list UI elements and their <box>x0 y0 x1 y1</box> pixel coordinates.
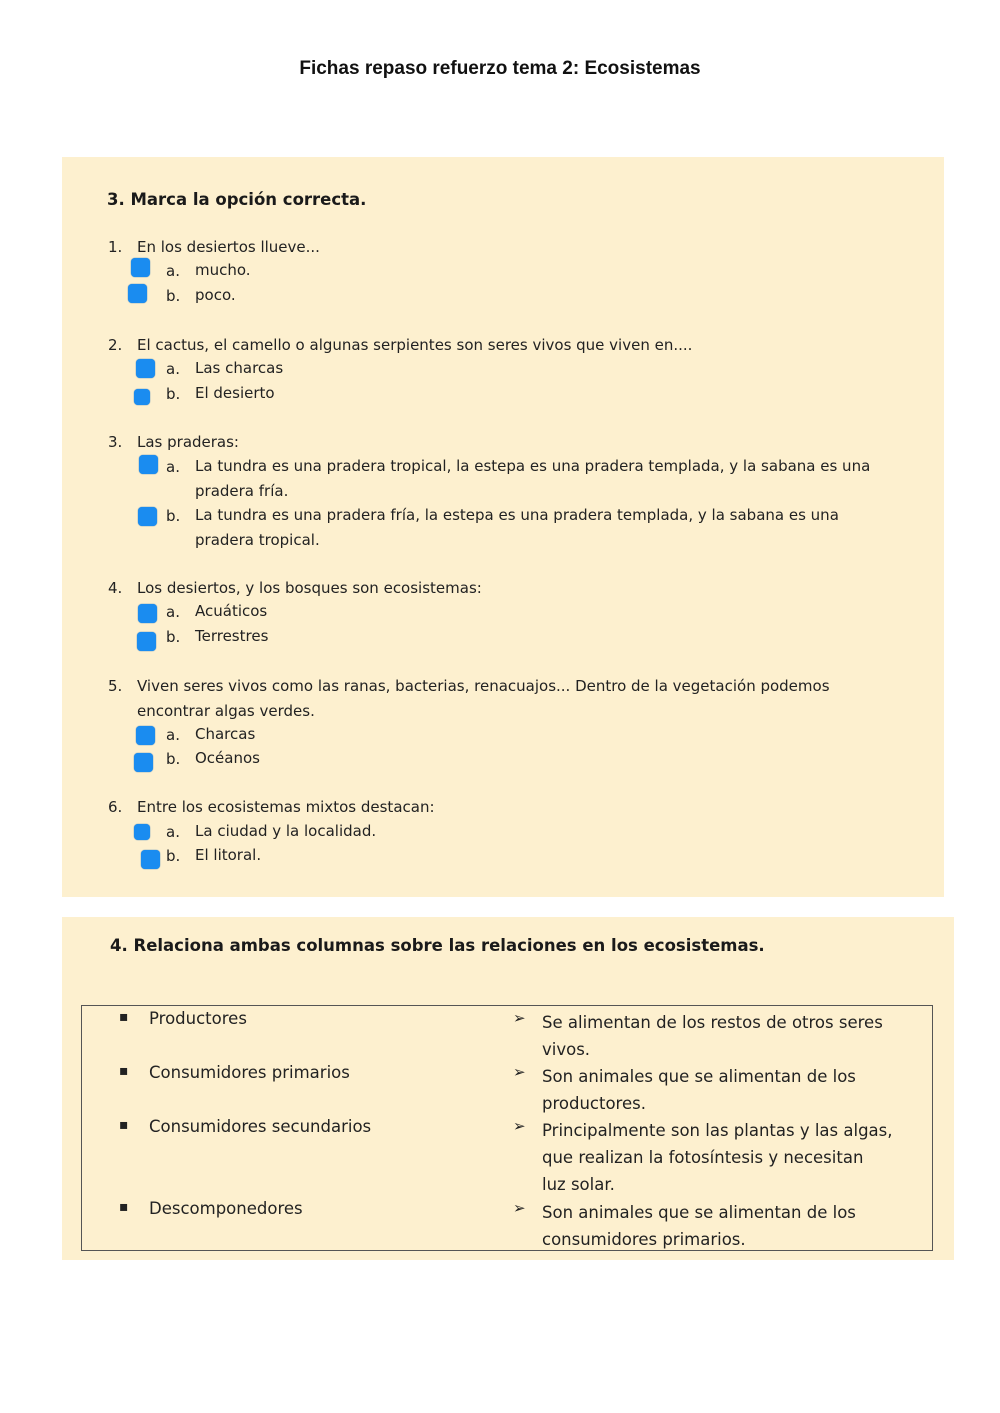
checkbox-q4-b[interactable] <box>137 632 156 651</box>
option-text: Charcas <box>195 725 256 743</box>
question-number: 6. <box>108 798 123 816</box>
option-letter: b. <box>166 847 181 865</box>
option-text: mucho. <box>195 261 251 279</box>
term: Productores <box>149 1009 247 1028</box>
page-title: Fichas repaso refuerzo tema 2: Ecosistemas <box>299 58 701 79</box>
option-letter: b. <box>166 385 181 403</box>
option-text-line2: pradera fría. <box>195 482 289 500</box>
checkbox-q3-b[interactable] <box>138 507 157 526</box>
definition-line: que realizan la fotosíntesis y necesitan <box>542 1148 864 1167</box>
definition <box>542 1117 927 1198</box>
checkbox-q5-b[interactable] <box>134 753 153 772</box>
checkbox-q2-a[interactable] <box>136 359 155 378</box>
question-text-line2: encontrar algas verdes. <box>137 702 315 720</box>
definition <box>542 1063 927 1117</box>
section4-heading: 4. Relaciona ambas columnas sobre las relaciones en los ecosistemas. <box>110 936 765 955</box>
arrow-icon: ➢ <box>513 1117 526 1135</box>
definition-line: luz solar. <box>542 1175 615 1194</box>
checkbox-q2-b[interactable] <box>134 389 150 405</box>
option-letter: a. <box>166 360 180 378</box>
question-number: 3. <box>108 433 123 451</box>
question-text: El cactus, el camello o algunas serpientes son seres vivos que viven en.... <box>137 336 693 354</box>
checkbox-q1-a[interactable] <box>131 258 150 277</box>
option-text-line1: La tundra es una pradera tropical, la estepa es una pradera templada, y la sabana es una <box>195 457 871 475</box>
option-letter: a. <box>166 603 180 621</box>
definition <box>542 1009 927 1063</box>
matching-table <box>81 1005 933 1251</box>
checkbox-q3-a[interactable] <box>139 455 158 474</box>
section3-heading: 3. Marca la opción correcta. <box>107 190 367 209</box>
bullet-icon: ▪ <box>119 1063 129 1079</box>
question-text: Los desiertos, y los bosques son ecosistemas: <box>137 579 482 597</box>
term: Descomponedores <box>149 1199 303 1218</box>
definition <box>542 1199 927 1253</box>
checkbox-q5-a[interactable] <box>136 726 155 745</box>
bullet-icon: ▪ <box>119 1117 129 1133</box>
bullet-icon: ▪ <box>119 1009 129 1025</box>
option-text: El litoral. <box>195 846 262 864</box>
term: Consumidores primarios <box>149 1063 350 1082</box>
question-number: 5. <box>108 677 123 695</box>
option-text-line2: pradera tropical. <box>195 531 320 549</box>
checkbox-q1-b[interactable] <box>128 284 147 303</box>
option-text: Océanos <box>195 749 260 767</box>
option-text: El desierto <box>195 384 275 402</box>
option-text: Las charcas <box>195 359 284 377</box>
definition-line: Principalmente son las plantas y las algas, <box>542 1121 893 1140</box>
definition-line: vivos. <box>542 1040 591 1059</box>
bullet-icon: ▪ <box>119 1199 129 1215</box>
arrow-icon: ➢ <box>513 1009 526 1027</box>
checkbox-q4-a[interactable] <box>138 604 157 623</box>
definition-line: productores. <box>542 1094 646 1113</box>
checkbox-q6-a[interactable] <box>134 824 150 840</box>
question-number: 2. <box>108 336 123 354</box>
option-letter: b. <box>166 287 181 305</box>
question-text: En los desiertos llueve... <box>137 238 320 256</box>
option-letter: a. <box>166 823 180 841</box>
option-text: poco. <box>195 286 236 304</box>
arrow-icon: ➢ <box>513 1199 526 1217</box>
option-letter: a. <box>166 726 180 744</box>
definition-line: Son animales que se alimentan de los <box>542 1203 856 1222</box>
definition-line: Se alimentan de los restos de otros seres <box>542 1013 883 1032</box>
option-letter: b. <box>166 628 181 646</box>
option-letter: b. <box>166 750 181 768</box>
question-number: 1. <box>108 238 123 256</box>
option-text-line1: La tundra es una pradera fría, la estepa es una pradera templada, y la sabana es una <box>195 506 839 524</box>
arrow-icon: ➢ <box>513 1063 526 1081</box>
term: Consumidores secundarios <box>149 1117 372 1136</box>
option-letter: a. <box>166 458 180 476</box>
option-text: Terrestres <box>195 627 269 645</box>
option-text: Acuáticos <box>195 602 268 620</box>
checkbox-q6-b[interactable] <box>141 850 160 869</box>
option-text: La ciudad y la localidad. <box>195 822 377 840</box>
option-letter: b. <box>166 507 181 525</box>
definition-line: Son animales que se alimentan de los <box>542 1067 856 1086</box>
question-text: Entre los ecosistemas mixtos destacan: <box>137 798 435 816</box>
question-text: Las praderas: <box>137 433 239 451</box>
question-text-line1: Viven seres vivos como las ranas, bacterias, renacuajos... Dentro de la vegetación podemos <box>137 677 830 695</box>
definition-line: consumidores primarios. <box>542 1230 746 1249</box>
question-number: 4. <box>108 579 123 597</box>
option-letter: a. <box>166 262 180 280</box>
